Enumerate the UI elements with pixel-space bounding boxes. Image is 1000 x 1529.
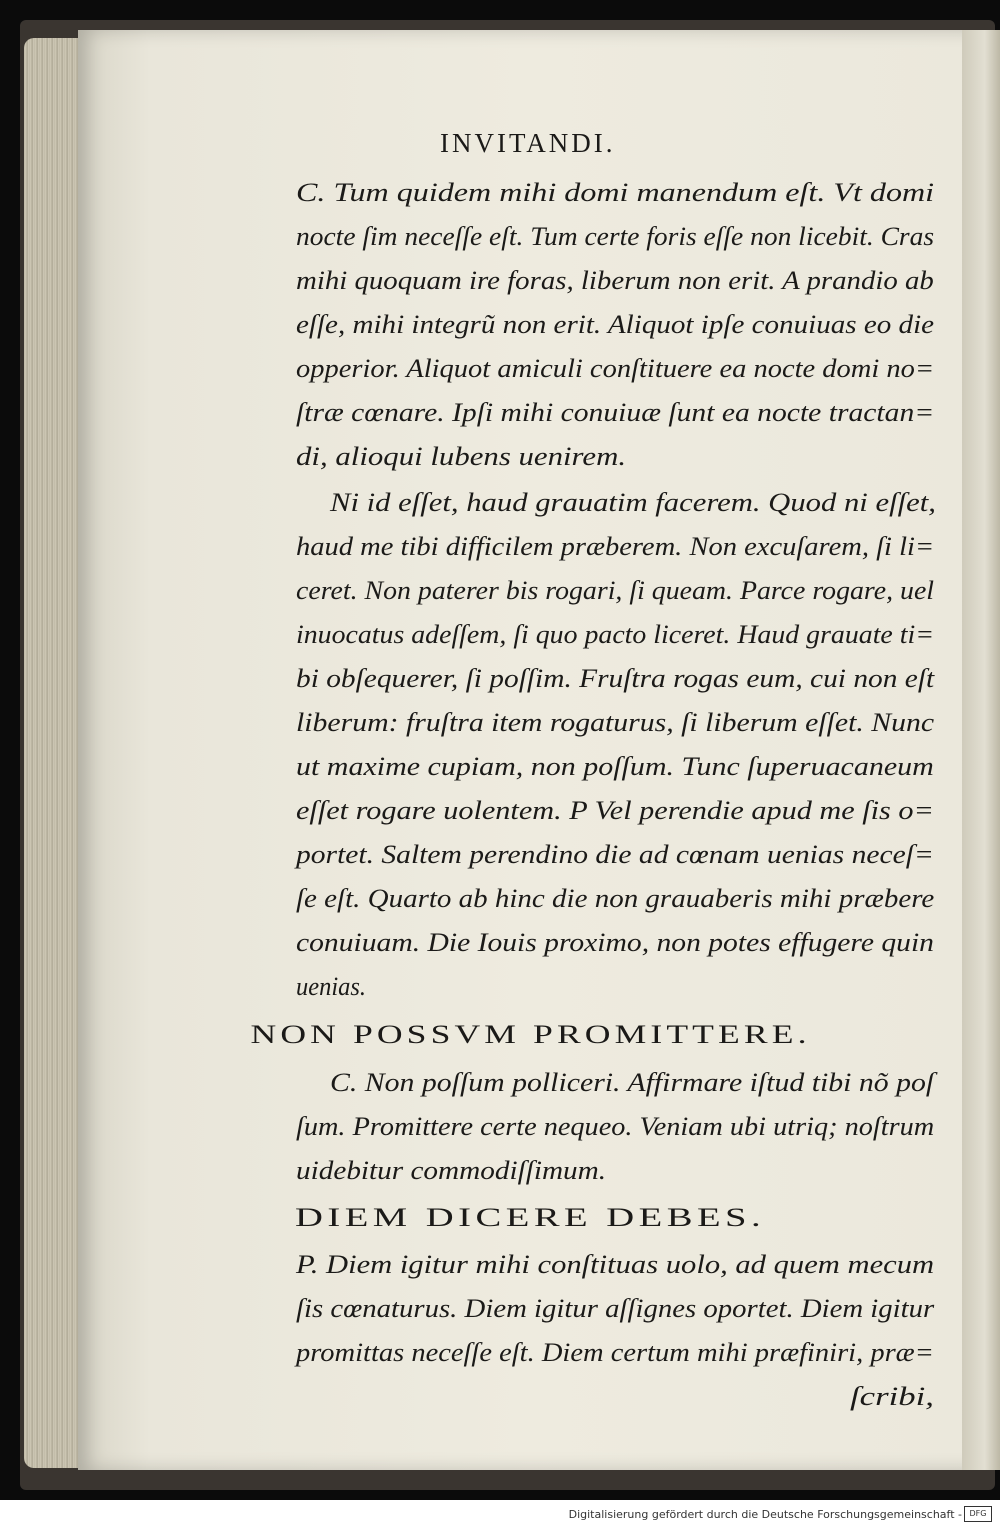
- text-line: ceret. Non paterer bis rogari, ſi queam. Parce rogare, uel: [296, 576, 935, 605]
- text-line: ſcribi,: [850, 1382, 935, 1411]
- text-line: C. Non poſſum polliceri. Affirmare iſtud tibi nõ poſ: [330, 1068, 935, 1097]
- footer-credit: Digitalisierung gefördert durch die Deutsche Forschungsgemeinschaft -: [568, 1508, 962, 1521]
- text-line: liberum: fruſtra item rogaturus, ſi liberum eſſet. Nunc: [296, 708, 935, 737]
- text-line: uenias.: [296, 972, 367, 1001]
- dfg-logo: DFG: [964, 1506, 992, 1522]
- text-line: ut maxime cupiam, non poſſum. Tunc ſuperuacaneum: [296, 752, 934, 781]
- text-line: nocte ſim neceſſe eſt. Tum certe foris eſſe non licebit. Cras: [296, 222, 935, 251]
- section-heading: DIEM DICERE DEBES.: [295, 1203, 766, 1232]
- text-line: ſis cœnaturus. Diem igitur aſſignes oportet. Diem igitur: [296, 1294, 935, 1323]
- text-line: Ni id eſſet, haud grauatim facerem. Quod ni eſſet,: [330, 488, 936, 517]
- text-line: uidebitur commodiſſimum.: [296, 1156, 607, 1185]
- text-line: mihi quoquam ire foras, liberum non erit. A prandio ab: [296, 266, 934, 295]
- facing-page-edge: [962, 30, 1000, 1470]
- text-line: conuiuam. Die Iouis proximo, non potes effugere quin: [296, 928, 934, 957]
- text-line: ſe eſt. Quarto ab hinc die non grauaberis mihi præbere: [296, 884, 935, 913]
- text-line: di, alioqui lubens uenirem.: [296, 442, 627, 471]
- text-line: promittas neceſſe eſt. Diem certum mihi præfiniri, præ=: [296, 1338, 934, 1367]
- text-line: portet. Saltem perendino die ad cœnam uenias neceſ=: [296, 840, 934, 869]
- text-line: ſum. Promittere certe nequeo. Veniam ubi utriq; noſtrum: [296, 1112, 935, 1141]
- text-line: opperior. Aliquot amiculi conſtituere ea nocte domi no=: [296, 354, 935, 383]
- section-heading: NON POSSVM PROMITTERE.: [250, 1020, 811, 1049]
- running-head: INVITANDI.: [440, 128, 616, 158]
- text-line: ſtræ cœnare. Ipſi mihi conuiuæ ſunt ea nocte tractan=: [296, 398, 935, 427]
- text-line: P. Diem igitur mihi conſtituas uolo, ad quem mecum: [296, 1250, 935, 1279]
- text-line: haud me tibi difficilem præberem. Non excuſarem, ſi li=: [296, 532, 935, 561]
- text-line: bi obſequerer, ſi poſſim. Fruſtra rogas eum, cui non eſt: [296, 664, 935, 693]
- text-line: C. Tum quidem mihi domi manendum eſt. Vt domi: [296, 178, 935, 207]
- text-line: eſſet rogare uolentem. P Vel perendie apud me ſis o=: [296, 796, 934, 825]
- text-line: inuocatus adeſſem, ſi quo pacto liceret. Haud grauate ti=: [296, 620, 935, 649]
- text-line: eſſe, mihi integrũ non erit. Aliquot ipſe conuiuas eo die: [296, 310, 935, 339]
